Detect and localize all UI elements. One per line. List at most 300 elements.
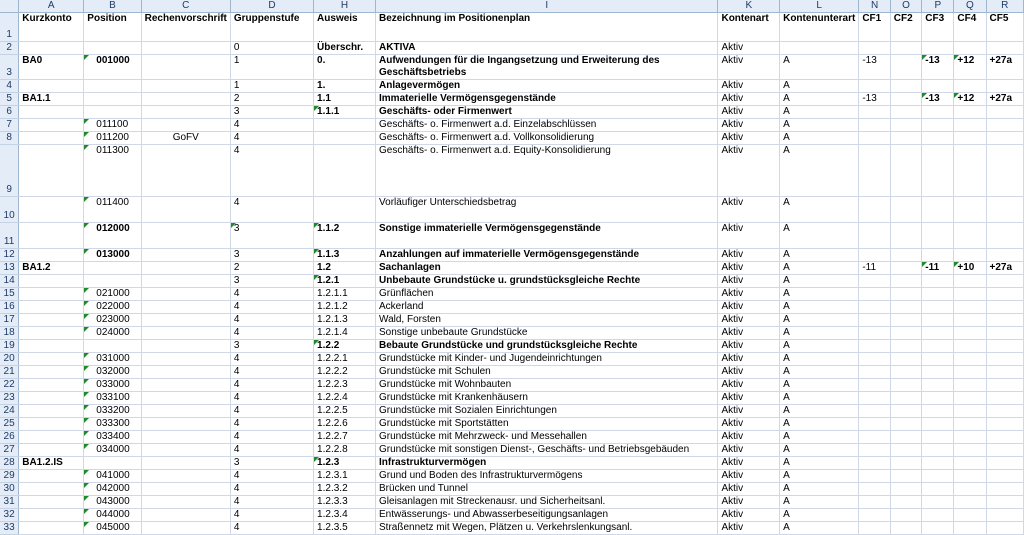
cell-k-8[interactable]: Aktiv	[718, 132, 780, 145]
row-header[interactable]: 17	[0, 314, 19, 327]
cell-n-23[interactable]	[859, 392, 890, 405]
cell-b-21[interactable]: 032000	[84, 366, 141, 379]
cell-d-32[interactable]: 4	[230, 509, 313, 522]
cell-n-12[interactable]	[859, 249, 890, 262]
cell-i-17[interactable]: Wald, Forsten	[376, 314, 718, 327]
cell-r-13[interactable]: +27a	[986, 262, 1023, 275]
cell-c-24[interactable]	[141, 405, 230, 418]
cell-i-6[interactable]: Geschäfts- oder Firmenwert	[376, 106, 718, 119]
cell-c-7[interactable]	[141, 119, 230, 132]
cell-p-2[interactable]	[922, 42, 954, 55]
cell-n-1[interactable]: CF1	[859, 13, 890, 42]
row-header[interactable]: 25	[0, 418, 19, 431]
row-header[interactable]: 29	[0, 470, 19, 483]
row-header[interactable]: 14	[0, 275, 19, 288]
row-header[interactable]: 16	[0, 301, 19, 314]
cell-p-11[interactable]	[922, 223, 954, 249]
cell-b-3[interactable]: 001000	[84, 55, 141, 80]
cell-p-25[interactable]	[922, 418, 954, 431]
cell-i-8[interactable]: Geschäfts- o. Firmenwert a.d. Vollkonsolidierung	[376, 132, 718, 145]
cell-c-25[interactable]	[141, 418, 230, 431]
cell-i-30[interactable]: Brücken und Tunnel	[376, 483, 718, 496]
cell-o-5[interactable]	[890, 93, 921, 106]
cell-l-2[interactable]	[780, 42, 859, 55]
cell-d-3[interactable]: 1	[230, 55, 313, 80]
row-header[interactable]: 21	[0, 366, 19, 379]
cell-l-11[interactable]: A	[780, 223, 859, 249]
cell-o-33[interactable]	[890, 522, 921, 535]
cell-q-15[interactable]	[954, 288, 986, 301]
cell-k-23[interactable]: Aktiv	[718, 392, 780, 405]
cell-q-8[interactable]	[954, 132, 986, 145]
cell-c-18[interactable]	[141, 327, 230, 340]
cell-b-2[interactable]	[84, 42, 141, 55]
column-header-i[interactable]: I	[376, 0, 718, 13]
cell-d-14[interactable]: 3	[230, 275, 313, 288]
cell-k-20[interactable]: Aktiv	[718, 353, 780, 366]
cell-r-22[interactable]	[986, 379, 1023, 392]
cell-i-9[interactable]: Geschäfts- o. Firmenwert a.d. Equity-Konsolidierung	[376, 145, 718, 197]
cell-i-32[interactable]: Entwässerungs- und Abwasserbeseitigungsanlagen	[376, 509, 718, 522]
cell-d-2[interactable]: 0	[230, 42, 313, 55]
cell-d-21[interactable]: 4	[230, 366, 313, 379]
cell-l-16[interactable]: A	[780, 301, 859, 314]
cell-n-21[interactable]	[859, 366, 890, 379]
cell-a-23[interactable]	[19, 392, 84, 405]
cell-l-22[interactable]: A	[780, 379, 859, 392]
cell-c-4[interactable]	[141, 80, 230, 93]
column-header-d[interactable]: D	[230, 0, 313, 13]
cell-d-29[interactable]: 4	[230, 470, 313, 483]
cell-r-19[interactable]	[986, 340, 1023, 353]
cell-p-31[interactable]	[922, 496, 954, 509]
cell-h-25[interactable]: 1.2.2.6	[314, 418, 376, 431]
row-header[interactable]: 10	[0, 197, 19, 223]
cell-h-15[interactable]: 1.2.1.1	[314, 288, 376, 301]
row-header[interactable]: 6	[0, 106, 19, 119]
cell-k-28[interactable]: Aktiv	[718, 457, 780, 470]
cell-d-7[interactable]: 4	[230, 119, 313, 132]
cell-k-19[interactable]: Aktiv	[718, 340, 780, 353]
row-header[interactable]: 28	[0, 457, 19, 470]
cell-r-28[interactable]	[986, 457, 1023, 470]
cell-i-12[interactable]: Anzahlungen auf immaterielle Vermögensgegenstände	[376, 249, 718, 262]
cell-r-31[interactable]	[986, 496, 1023, 509]
cell-o-2[interactable]	[890, 42, 921, 55]
cell-o-13[interactable]	[890, 262, 921, 275]
cell-o-25[interactable]	[890, 418, 921, 431]
cell-h-2[interactable]: Überschr.	[314, 42, 376, 55]
cell-p-30[interactable]	[922, 483, 954, 496]
cell-i-15[interactable]: Grünflächen	[376, 288, 718, 301]
cell-a-22[interactable]	[19, 379, 84, 392]
cell-q-30[interactable]	[954, 483, 986, 496]
cell-i-18[interactable]: Sonstige unbebaute Grundstücke	[376, 327, 718, 340]
row-header[interactable]: 24	[0, 405, 19, 418]
cell-p-17[interactable]	[922, 314, 954, 327]
cell-k-17[interactable]: Aktiv	[718, 314, 780, 327]
cell-o-18[interactable]	[890, 327, 921, 340]
cell-c-28[interactable]	[141, 457, 230, 470]
cell-k-15[interactable]: Aktiv	[718, 288, 780, 301]
cell-q-23[interactable]	[954, 392, 986, 405]
cell-p-12[interactable]	[922, 249, 954, 262]
cell-i-33[interactable]: Straßennetz mit Wegen, Plätzen u. Verkehrslenkungsanl.	[376, 522, 718, 535]
cell-h-12[interactable]: 1.1.3	[314, 249, 376, 262]
column-header-p[interactable]: P	[922, 0, 954, 13]
cell-b-13[interactable]	[84, 262, 141, 275]
cell-a-3[interactable]: BA0	[19, 55, 84, 80]
cell-q-9[interactable]	[954, 145, 986, 197]
cell-q-33[interactable]	[954, 522, 986, 535]
cell-a-15[interactable]	[19, 288, 84, 301]
cell-l-24[interactable]: A	[780, 405, 859, 418]
cell-o-22[interactable]	[890, 379, 921, 392]
cell-i-23[interactable]: Grundstücke mit Krankenhäusern	[376, 392, 718, 405]
cell-i-22[interactable]: Grundstücke mit Wohnbauten	[376, 379, 718, 392]
cell-d-1[interactable]: Gruppenstufe	[230, 13, 313, 42]
cell-a-29[interactable]	[19, 470, 84, 483]
cell-i-4[interactable]: Anlagevermögen	[376, 80, 718, 93]
row-header[interactable]: 33	[0, 522, 19, 535]
cell-o-10[interactable]	[890, 197, 921, 223]
cell-a-24[interactable]	[19, 405, 84, 418]
cell-r-33[interactable]	[986, 522, 1023, 535]
cell-k-18[interactable]: Aktiv	[718, 327, 780, 340]
cell-a-16[interactable]	[19, 301, 84, 314]
cell-h-14[interactable]: 1.2.1	[314, 275, 376, 288]
cell-c-30[interactable]	[141, 483, 230, 496]
cell-a-28[interactable]: BA1.2.IS	[19, 457, 84, 470]
cell-i-2[interactable]: AKTIVA	[376, 42, 718, 55]
cell-h-5[interactable]: 1.1	[314, 93, 376, 106]
cell-b-19[interactable]	[84, 340, 141, 353]
cell-q-2[interactable]	[954, 42, 986, 55]
cell-l-25[interactable]: A	[780, 418, 859, 431]
cell-n-19[interactable]	[859, 340, 890, 353]
cell-a-2[interactable]	[19, 42, 84, 55]
cell-r-30[interactable]	[986, 483, 1023, 496]
cell-n-32[interactable]	[859, 509, 890, 522]
cell-o-8[interactable]	[890, 132, 921, 145]
cell-c-16[interactable]	[141, 301, 230, 314]
cell-c-3[interactable]	[141, 55, 230, 80]
cell-o-21[interactable]	[890, 366, 921, 379]
row-header[interactable]: 19	[0, 340, 19, 353]
cell-b-15[interactable]: 021000	[84, 288, 141, 301]
cell-c-10[interactable]	[141, 197, 230, 223]
cell-h-21[interactable]: 1.2.2.2	[314, 366, 376, 379]
cell-p-24[interactable]	[922, 405, 954, 418]
cell-a-8[interactable]	[19, 132, 84, 145]
cell-l-12[interactable]: A	[780, 249, 859, 262]
cell-q-3[interactable]: +12	[954, 55, 986, 80]
row-header[interactable]: 7	[0, 119, 19, 132]
cell-r-11[interactable]	[986, 223, 1023, 249]
cell-c-19[interactable]	[141, 340, 230, 353]
cell-i-20[interactable]: Grundstücke mit Kinder- und Jugendeinrichtungen	[376, 353, 718, 366]
cell-k-2[interactable]: Aktiv	[718, 42, 780, 55]
cell-b-26[interactable]: 033400	[84, 431, 141, 444]
cell-i-5[interactable]: Immaterielle Vermögensgegenstände	[376, 93, 718, 106]
cell-h-13[interactable]: 1.2	[314, 262, 376, 275]
cell-a-19[interactable]	[19, 340, 84, 353]
cell-i-10[interactable]: Vorläufiger Unterschiedsbetrag	[376, 197, 718, 223]
cell-r-4[interactable]	[986, 80, 1023, 93]
cell-d-19[interactable]: 3	[230, 340, 313, 353]
cell-l-1[interactable]: Kontenunterart	[780, 13, 859, 42]
cell-r-23[interactable]	[986, 392, 1023, 405]
cell-p-15[interactable]	[922, 288, 954, 301]
cell-k-13[interactable]: Aktiv	[718, 262, 780, 275]
cell-i-14[interactable]: Unbebaute Grundstücke u. grundstücksgleiche Rechte	[376, 275, 718, 288]
cell-k-21[interactable]: Aktiv	[718, 366, 780, 379]
cell-h-9[interactable]	[314, 145, 376, 197]
cell-r-32[interactable]	[986, 509, 1023, 522]
cell-h-8[interactable]	[314, 132, 376, 145]
cell-d-13[interactable]: 2	[230, 262, 313, 275]
cell-o-26[interactable]	[890, 431, 921, 444]
cell-q-27[interactable]	[954, 444, 986, 457]
cell-h-31[interactable]: 1.2.3.3	[314, 496, 376, 509]
cell-l-26[interactable]: A	[780, 431, 859, 444]
cell-h-10[interactable]	[314, 197, 376, 223]
cell-i-7[interactable]: Geschäfts- o. Firmenwert a.d. Einzelabschlüssen	[376, 119, 718, 132]
cell-r-21[interactable]	[986, 366, 1023, 379]
cell-b-11[interactable]: 012000	[84, 223, 141, 249]
row-header[interactable]: 2	[0, 42, 19, 55]
cell-a-5[interactable]: BA1.1	[19, 93, 84, 106]
cell-a-27[interactable]	[19, 444, 84, 457]
cell-b-14[interactable]	[84, 275, 141, 288]
cell-q-32[interactable]	[954, 509, 986, 522]
cell-q-29[interactable]	[954, 470, 986, 483]
cell-q-16[interactable]	[954, 301, 986, 314]
row-header[interactable]: 31	[0, 496, 19, 509]
cell-l-15[interactable]: A	[780, 288, 859, 301]
row-header[interactable]: 4	[0, 80, 19, 93]
cell-i-28[interactable]: Infrastrukturvermögen	[376, 457, 718, 470]
cell-p-19[interactable]	[922, 340, 954, 353]
cell-p-22[interactable]	[922, 379, 954, 392]
cell-a-4[interactable]	[19, 80, 84, 93]
cell-a-20[interactable]	[19, 353, 84, 366]
cell-l-5[interactable]: A	[780, 93, 859, 106]
cell-o-15[interactable]	[890, 288, 921, 301]
cell-p-23[interactable]	[922, 392, 954, 405]
cell-r-1[interactable]: CF5	[986, 13, 1023, 42]
cell-b-31[interactable]: 043000	[84, 496, 141, 509]
cell-c-11[interactable]	[141, 223, 230, 249]
cell-o-20[interactable]	[890, 353, 921, 366]
cell-q-14[interactable]	[954, 275, 986, 288]
cell-o-4[interactable]	[890, 80, 921, 93]
cell-i-21[interactable]: Grundstücke mit Schulen	[376, 366, 718, 379]
cell-r-18[interactable]	[986, 327, 1023, 340]
column-header-o[interactable]: O	[890, 0, 921, 13]
cell-r-14[interactable]	[986, 275, 1023, 288]
cell-b-6[interactable]	[84, 106, 141, 119]
cell-c-32[interactable]	[141, 509, 230, 522]
cell-q-17[interactable]	[954, 314, 986, 327]
cell-b-9[interactable]: 011300	[84, 145, 141, 197]
cell-l-6[interactable]: A	[780, 106, 859, 119]
cell-r-27[interactable]	[986, 444, 1023, 457]
column-header-r[interactable]: R	[986, 0, 1023, 13]
cell-r-8[interactable]	[986, 132, 1023, 145]
row-header[interactable]: 12	[0, 249, 19, 262]
cell-a-33[interactable]	[19, 522, 84, 535]
cell-a-1[interactable]: Kurzkonto	[19, 13, 84, 42]
cell-n-10[interactable]	[859, 197, 890, 223]
cell-q-10[interactable]	[954, 197, 986, 223]
row-header[interactable]: 11	[0, 223, 19, 249]
column-header-n[interactable]: N	[859, 0, 890, 13]
cell-k-1[interactable]: Kontenart	[718, 13, 780, 42]
cell-d-11[interactable]: 3	[230, 223, 313, 249]
cell-k-24[interactable]: Aktiv	[718, 405, 780, 418]
column-header-h[interactable]: H	[314, 0, 376, 13]
cell-o-31[interactable]	[890, 496, 921, 509]
cell-b-16[interactable]: 022000	[84, 301, 141, 314]
cell-k-29[interactable]: Aktiv	[718, 470, 780, 483]
cell-r-5[interactable]: +27a	[986, 93, 1023, 106]
cell-d-20[interactable]: 4	[230, 353, 313, 366]
cell-n-14[interactable]	[859, 275, 890, 288]
cell-d-12[interactable]: 3	[230, 249, 313, 262]
cell-a-26[interactable]	[19, 431, 84, 444]
cell-d-16[interactable]: 4	[230, 301, 313, 314]
cell-l-32[interactable]: A	[780, 509, 859, 522]
cell-c-29[interactable]	[141, 470, 230, 483]
cell-d-33[interactable]: 4	[230, 522, 313, 535]
cell-a-30[interactable]	[19, 483, 84, 496]
cell-d-30[interactable]: 4	[230, 483, 313, 496]
cell-k-7[interactable]: Aktiv	[718, 119, 780, 132]
cell-a-11[interactable]	[19, 223, 84, 249]
select-all-corner[interactable]	[0, 0, 19, 13]
cell-n-11[interactable]	[859, 223, 890, 249]
cell-b-30[interactable]: 042000	[84, 483, 141, 496]
cell-b-29[interactable]: 041000	[84, 470, 141, 483]
cell-b-4[interactable]	[84, 80, 141, 93]
cell-b-33[interactable]: 045000	[84, 522, 141, 535]
cell-p-16[interactable]	[922, 301, 954, 314]
cell-i-19[interactable]: Bebaute Grundstücke und grundstücksgleiche Rechte	[376, 340, 718, 353]
cell-o-12[interactable]	[890, 249, 921, 262]
cell-d-8[interactable]: 4	[230, 132, 313, 145]
cell-c-12[interactable]	[141, 249, 230, 262]
row-header[interactable]: 3	[0, 55, 19, 80]
cell-r-7[interactable]	[986, 119, 1023, 132]
cell-k-30[interactable]: Aktiv	[718, 483, 780, 496]
cell-h-23[interactable]: 1.2.2.4	[314, 392, 376, 405]
cell-b-23[interactable]: 033100	[84, 392, 141, 405]
cell-k-33[interactable]: Aktiv	[718, 522, 780, 535]
cell-c-26[interactable]	[141, 431, 230, 444]
cell-h-26[interactable]: 1.2.2.7	[314, 431, 376, 444]
cell-p-7[interactable]	[922, 119, 954, 132]
cell-p-6[interactable]	[922, 106, 954, 119]
cell-o-28[interactable]	[890, 457, 921, 470]
row-header[interactable]: 23	[0, 392, 19, 405]
cell-o-17[interactable]	[890, 314, 921, 327]
cell-p-21[interactable]	[922, 366, 954, 379]
cell-q-22[interactable]	[954, 379, 986, 392]
cell-q-21[interactable]	[954, 366, 986, 379]
cell-n-26[interactable]	[859, 431, 890, 444]
cell-r-25[interactable]	[986, 418, 1023, 431]
cell-p-20[interactable]	[922, 353, 954, 366]
cell-k-4[interactable]: Aktiv	[718, 80, 780, 93]
cell-r-15[interactable]	[986, 288, 1023, 301]
cell-h-1[interactable]: Ausweis	[314, 13, 376, 42]
cell-l-20[interactable]: A	[780, 353, 859, 366]
cell-p-18[interactable]	[922, 327, 954, 340]
cell-i-1[interactable]: Bezeichnung im Positionenplan	[376, 13, 718, 42]
cell-n-22[interactable]	[859, 379, 890, 392]
cell-d-26[interactable]: 4	[230, 431, 313, 444]
cell-h-6[interactable]: 1.1.1	[314, 106, 376, 119]
row-header[interactable]: 13	[0, 262, 19, 275]
cell-c-23[interactable]	[141, 392, 230, 405]
cell-q-19[interactable]	[954, 340, 986, 353]
cell-h-17[interactable]: 1.2.1.3	[314, 314, 376, 327]
cell-l-29[interactable]: A	[780, 470, 859, 483]
cell-d-9[interactable]: 4	[230, 145, 313, 197]
cell-q-18[interactable]	[954, 327, 986, 340]
cell-o-19[interactable]	[890, 340, 921, 353]
row-header[interactable]: 9	[0, 145, 19, 197]
cell-n-27[interactable]	[859, 444, 890, 457]
cell-n-6[interactable]	[859, 106, 890, 119]
cell-k-26[interactable]: Aktiv	[718, 431, 780, 444]
cell-b-1[interactable]: Position	[84, 13, 141, 42]
cell-c-1[interactable]: Rechenvorschrift	[141, 13, 230, 42]
column-header-k[interactable]: K	[718, 0, 780, 13]
row-header[interactable]: 32	[0, 509, 19, 522]
cell-o-7[interactable]	[890, 119, 921, 132]
cell-h-20[interactable]: 1.2.2.1	[314, 353, 376, 366]
row-header[interactable]: 30	[0, 483, 19, 496]
cell-a-6[interactable]	[19, 106, 84, 119]
cell-l-13[interactable]: A	[780, 262, 859, 275]
cell-o-30[interactable]	[890, 483, 921, 496]
cell-k-16[interactable]: Aktiv	[718, 301, 780, 314]
cell-b-5[interactable]	[84, 93, 141, 106]
cell-a-14[interactable]	[19, 275, 84, 288]
cell-d-22[interactable]: 4	[230, 379, 313, 392]
cell-b-32[interactable]: 044000	[84, 509, 141, 522]
cell-o-16[interactable]	[890, 301, 921, 314]
cell-c-21[interactable]	[141, 366, 230, 379]
cell-o-23[interactable]	[890, 392, 921, 405]
cell-p-10[interactable]	[922, 197, 954, 223]
cell-d-31[interactable]: 4	[230, 496, 313, 509]
cell-p-9[interactable]	[922, 145, 954, 197]
cell-r-6[interactable]	[986, 106, 1023, 119]
cell-r-9[interactable]	[986, 145, 1023, 197]
cell-k-32[interactable]: Aktiv	[718, 509, 780, 522]
cell-l-31[interactable]: A	[780, 496, 859, 509]
cell-b-20[interactable]: 031000	[84, 353, 141, 366]
cell-n-25[interactable]	[859, 418, 890, 431]
cell-o-6[interactable]	[890, 106, 921, 119]
cell-a-21[interactable]	[19, 366, 84, 379]
cell-l-3[interactable]: A	[780, 55, 859, 80]
cell-k-9[interactable]: Aktiv	[718, 145, 780, 197]
cell-r-29[interactable]	[986, 470, 1023, 483]
